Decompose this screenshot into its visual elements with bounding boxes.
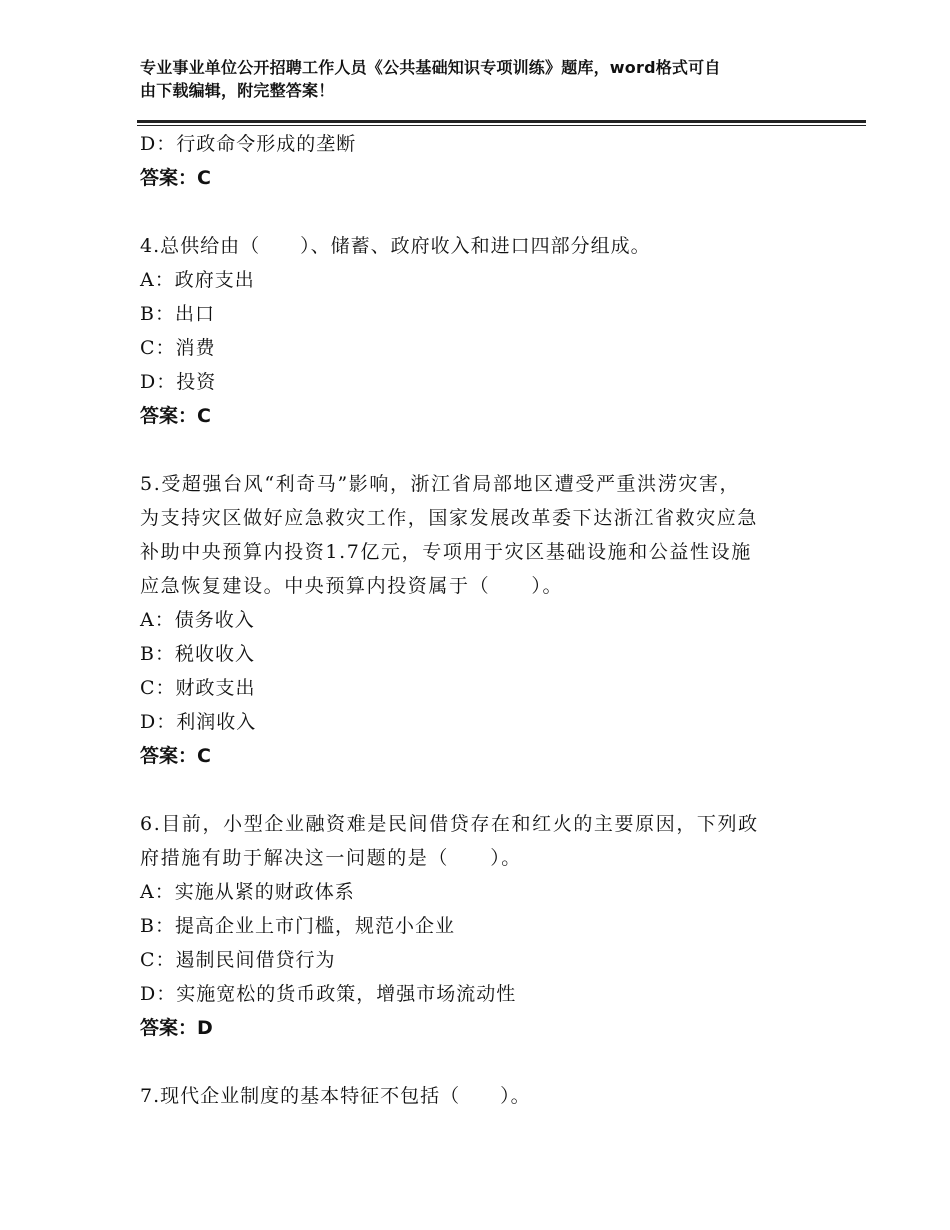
question-4: [140, 229, 840, 433]
spacer: [140, 1045, 840, 1079]
question-6: [140, 807, 840, 1045]
question-stem: 4.总供给由（ ）、储蓄、政府收入和进口四部分组成。: [140, 235, 651, 257]
spacer: [140, 195, 840, 229]
option-b: B：出口: [140, 303, 215, 325]
question-5: [140, 467, 840, 773]
question-stem: 5.受超强台风“利奇马”影响，浙江省局部地区遭受严重洪涝灾害，: [140, 473, 741, 495]
option-d: D：实施宽松的货币政策，增强市场流动性: [140, 983, 517, 1005]
document-body: [140, 127, 840, 1113]
option-c: C：财政支出: [140, 677, 256, 699]
question-stem: 7.现代企业制度的基本特征不包括（ ）。: [140, 1085, 531, 1107]
page-header: [140, 56, 820, 102]
header-divider-thick: [137, 120, 866, 123]
question-stem: 应急恢复建设。中央预算内投资属于（ ）。: [140, 575, 564, 597]
option-c: C：遏制民间借贷行为: [140, 949, 336, 971]
header-divider-thin: [137, 125, 866, 126]
answer: 答案：D: [140, 1017, 213, 1039]
question-3-continuation: [140, 127, 840, 195]
option-a: A：实施从紧的财政体系: [140, 881, 355, 903]
option-d: D：利润收入: [140, 711, 257, 733]
question-stem: 补助中央预算内投资1.7亿元，专项用于灾区基础设施和公益性设施: [140, 541, 752, 563]
question-stem: 为支持灾区做好应急救灾工作，国家发展改革委下达浙江省救灾应急: [140, 507, 759, 529]
question-stem: 府措施有助于解决这一问题的是（ ）。: [140, 847, 522, 869]
option-b: B：提高企业上市门槛，规范小企业: [140, 915, 455, 937]
answer: 答案：C: [140, 405, 211, 427]
header-line-2: 由下载编辑，附完整答案！: [140, 81, 335, 100]
spacer: [140, 773, 840, 807]
option-a: A：政府支出: [140, 269, 255, 291]
header-line-1: 专业事业单位公开招聘工作人员《公共基础知识专项训练》题库，word格式可自: [140, 58, 721, 77]
option-c: C：消费: [140, 337, 216, 359]
spacer: [140, 433, 840, 467]
option-d: D：投资: [140, 371, 217, 393]
answer: 答案：C: [140, 167, 211, 189]
answer: 答案：C: [140, 745, 211, 767]
question-7: [140, 1079, 840, 1113]
option-a: A：债务收入: [140, 609, 255, 631]
option-b: B：税收收入: [140, 643, 255, 665]
question-stem: 6.目前，小型企业融资难是民间借贷存在和红火的主要原因，下列政: [140, 813, 759, 835]
option-d: D：行政命令形成的垄断: [140, 133, 357, 155]
